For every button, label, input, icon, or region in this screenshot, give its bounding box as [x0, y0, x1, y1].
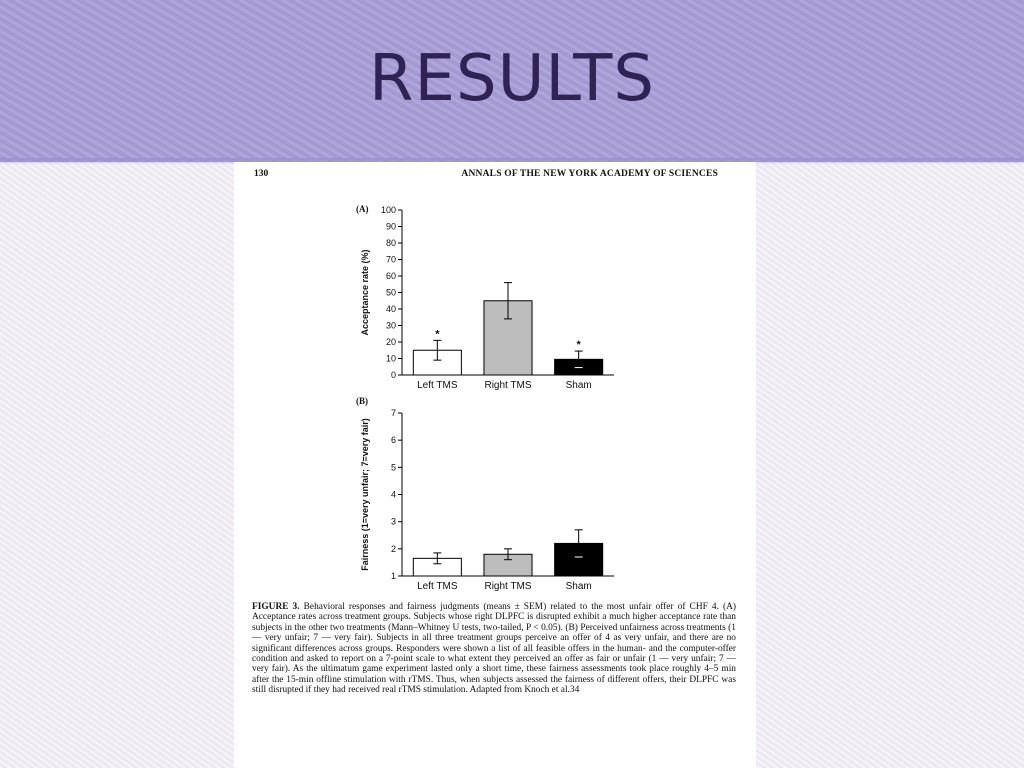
y-axis-label-0: Acceptance rate (%) [360, 249, 370, 336]
x-tick-label-1-1: Right TMS [484, 581, 532, 592]
figure-label: FIGURE 3. [252, 602, 300, 612]
y-tick-label-1-6: 6 [390, 435, 396, 446]
y-tick-label-1-3: 3 [390, 516, 396, 527]
panel-label-1: (B) [356, 396, 368, 406]
y-tick-label-1-7: 7 [390, 408, 396, 418]
y-tick-label-0-70: 70 [385, 254, 396, 265]
significance-marker-0-2: * [576, 339, 581, 352]
y-tick-label-0-100: 100 [380, 205, 396, 215]
y-tick-label-0-90: 90 [385, 221, 396, 232]
y-tick-label-1-2: 2 [390, 543, 396, 554]
y-tick-label-0-80: 80 [385, 238, 396, 248]
x-tick-label-0-2: Sham [565, 380, 592, 391]
x-tick-label-1-0: Left TMS [417, 581, 458, 592]
y-tick-label-0-50: 50 [385, 287, 396, 298]
figure-caption [252, 602, 736, 696]
figure-caption-text: Behavioral responses and fairness judgments (means ± SEM) related to the most unfair offer of CHF 4. (A) Acceptance rates across treatment groups. Subjects whose right DLPFC is disrupted exhibit a much higher acceptance rate than subjects in the other two treatments (Mann–Whitney U tests, two-tailed, P < 0.05). (B) Perceived unfairness across treatments (1 — very unfair; 7 — very fair). Subjects in all three treatment groups perceive an offer of 4 as very unfair, and there are no significant differences across groups. Responders were shown a list of all feasible offers in the human- and the computer-offer condition and asked to report on a 7-point scale to what extent they perceived an offer as fair or unfair (1 — very unfair; 7 — very fair). As the ultimatum game experiment lasted only a short time, these fairness assessments took place roughly 4–5 min after the 15-min offline stimulation with rTMS. Thus, when subjects assessed the fairness of different offers, their DLPFC was still disrupted if they had received real rTMS stimulation. Adapted from Knoch et al.34 [252, 602, 737, 696]
y-tick-label-1-5: 5 [390, 462, 396, 473]
y-tick-label-0-10: 10 [385, 353, 396, 364]
paper-page [234, 162, 756, 768]
x-tick-label-0-0: Left TMS [417, 380, 458, 391]
x-tick-label-1-2: Sham [565, 581, 592, 592]
figure-charts [234, 162, 756, 602]
y-tick-label-0-0: 0 [390, 370, 396, 380]
y-tick-label-1-1: 1 [390, 571, 396, 581]
significance-marker-0-0: * [435, 328, 440, 341]
y-tick-label-1-4: 4 [390, 489, 396, 500]
slide-title: RESULTS [369, 42, 655, 116]
y-tick-label-0-30: 30 [385, 320, 396, 331]
y-axis-label-1: Fairness (1=very unfair; 7=very fair) [360, 418, 370, 571]
y-tick-label-0-20: 20 [385, 337, 396, 347]
panel-label-0: (A) [356, 204, 369, 214]
y-tick-label-0-60: 60 [385, 271, 396, 281]
page-number: 130 [254, 169, 269, 179]
x-tick-label-0-1: Right TMS [484, 380, 532, 391]
y-tick-label-0-40: 40 [385, 304, 396, 314]
journal-name: ANNALS OF THE NEW YORK ACADEMY OF SCIENCES [461, 169, 718, 179]
